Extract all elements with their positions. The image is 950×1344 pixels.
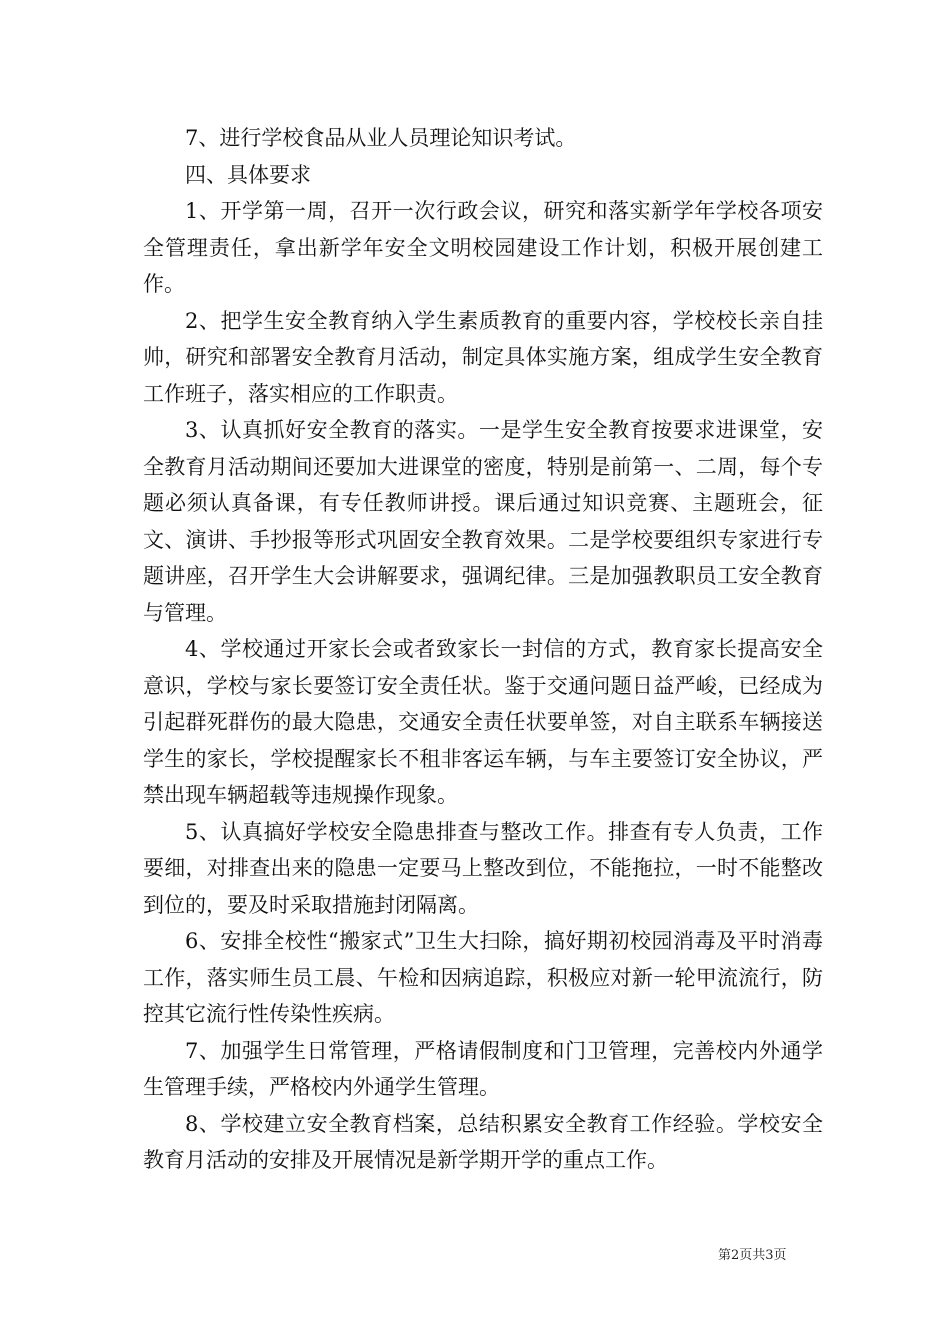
paragraph-requirement-3: 3、认真抓好安全教育的落实。一是学生安全教育按要求进课堂，安全教育月活动期间还要加大进课堂的密度，特别是前第一、二周，每个专题必须认真备课，有专任教师讲授。课后通过知识竞赛、主题班会，征文、演讲、手抄报等形式巩固安全教育效果。二是学校要组织专家进行专题讲座，召开学生大会讲解要求，强调纪律。三是加强教职员工安全教育与管理。 bbox=[143, 418, 823, 625]
paragraph-requirement-2: 2、把学生安全教育纳入学生素质教育的重要内容，学校校长亲自挂帅，研究和部署安全教育月活动，制定具体实施方案，组成学生安全教育工作班子，落实相应的工作职责。 bbox=[143, 308, 823, 406]
document-body bbox=[143, 120, 823, 1179]
paragraph-item-7-food-staff-exam: 7、进行学校食品从业人员理论知识考试。 bbox=[185, 126, 577, 150]
section-heading-specific-requirements: 四、具体要求 bbox=[185, 162, 311, 187]
page-number-footer: 第2页共3页 bbox=[718, 1248, 787, 1263]
paragraph-requirement-6: 6、安排全校性“搬家式”卫生大扫除，搞好期初校园消毒及平时消毒工作，落实师生员工晨、午检和因病追踪，积极应对新一轮甲流流行，防控其它流行性传染性疾病。 bbox=[143, 929, 823, 1026]
paragraph-requirement-5: 5、认真搞好学校安全隐患排查与整改工作。排查有专人负责，工作要细，对排查出来的隐患一定要马上整改到位，不能拖拉，一时不能整改到位的，要及时采取措施封闭隔离。 bbox=[143, 819, 823, 917]
paragraph-requirement-1: 1、开学第一周，召开一次行政会议，研究和落实新学年学校各项安全管理责任，拿出新学年安全文明校园建设工作计划，积极开展创建工作。 bbox=[143, 199, 823, 296]
paragraph-requirement-4: 4、学校通过开家长会或者致家长一封信的方式，教育家长提高安全意识，学校与家长要签订安全责任状。鉴于交通问题日益严峻，已经成为引起群死群伤的最大隐患，交通安全责任状要单签，对自主联系车辆接送学生的家长，学校提醒家长不租非客运车辆，与车主要签订安全协议，严禁出现车辆超载等违规操作现象。 bbox=[143, 637, 823, 807]
paragraph-requirement-7: 7、加强学生日常管理，严格请假制度和门卫管理，完善校内外通学生管理手续，严格校内外通学生管理。 bbox=[143, 1038, 823, 1099]
paragraph-requirement-8: 8、学校建立安全教育档案，总结积累安全教育工作经验。学校安全教育月活动的安排及开展情况是新学期开学的重点工作。 bbox=[143, 1111, 823, 1172]
